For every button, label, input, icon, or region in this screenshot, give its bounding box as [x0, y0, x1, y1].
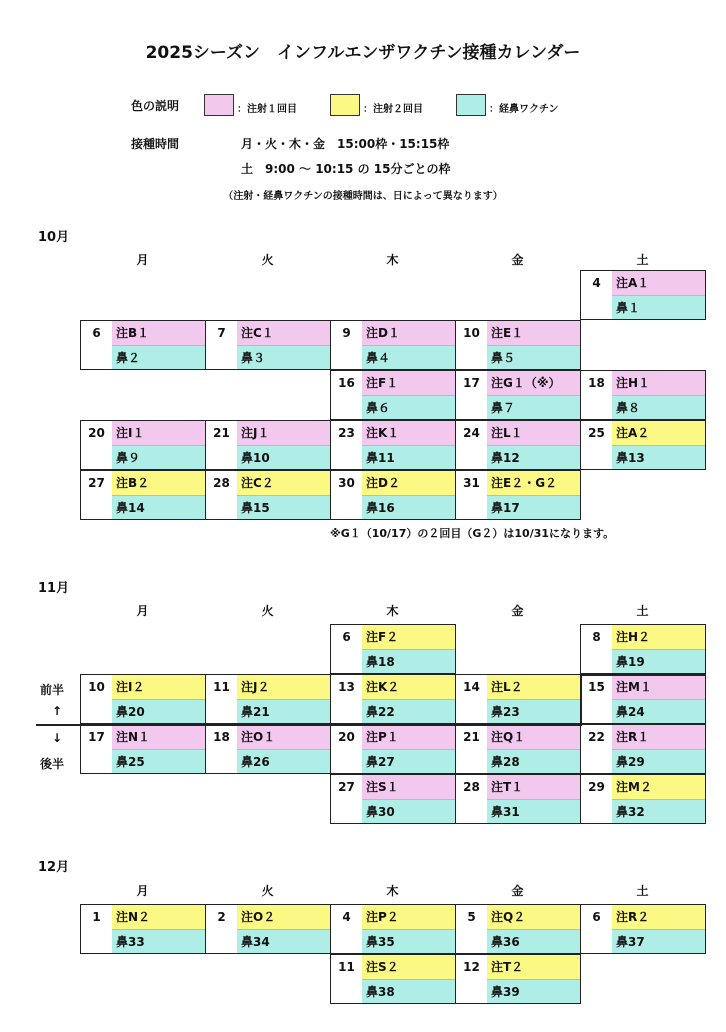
day-number: 24: [463, 426, 480, 440]
calendar-day-cell: [580, 624, 706, 674]
day-number: 6: [92, 326, 101, 340]
injection-slot: 注B１: [112, 321, 205, 345]
calendar-day-cell: [455, 370, 581, 420]
day-number: 30: [338, 476, 355, 490]
injection-slot: 注C１: [237, 321, 330, 345]
nasal-slot: 鼻４: [362, 345, 455, 369]
day-number: 28: [213, 476, 230, 490]
calendar-day-cell: [455, 420, 581, 470]
weekday-header: 火: [261, 884, 274, 898]
calendar-day-cell: [580, 370, 706, 420]
weekday-header: 土: [636, 604, 649, 618]
calendar-day-cell: [580, 904, 706, 954]
down-arrow-icon: ↓: [52, 731, 63, 745]
nasal-slot: 鼻25: [112, 749, 205, 773]
nasal-slot: 鼻30: [362, 799, 455, 823]
injection-slot: 注K１: [362, 421, 455, 445]
first-half-label: 前半: [40, 683, 65, 697]
nasal-slot: 鼻23: [487, 699, 580, 723]
legend-swatch-yellow: [330, 94, 360, 116]
legend-label: 色の説明: [131, 99, 180, 113]
day-number: 4: [342, 910, 351, 924]
calendar-day-cell: [455, 724, 581, 774]
calendar-day-cell: [80, 470, 206, 520]
nasal-slot: 鼻７: [487, 395, 580, 419]
calendar-day-cell: [80, 904, 206, 954]
nasal-slot: 鼻36: [487, 929, 580, 953]
injection-slot: 注R１: [612, 725, 705, 749]
day-number: 11: [338, 960, 355, 974]
calendar-day-cell: [580, 420, 706, 470]
day-number: 21: [213, 426, 230, 440]
day-number: 18: [588, 376, 605, 390]
day-number: 8: [592, 630, 601, 644]
injection-slot: 注I１: [112, 421, 205, 445]
calendar-day-cell: [205, 470, 331, 520]
calendar-day-cell: [330, 470, 456, 520]
calendar-day-cell: [330, 320, 456, 370]
legend-swatch-cyan: [456, 94, 486, 116]
nasal-slot: 鼻35: [362, 929, 455, 953]
day-number: 17: [463, 376, 480, 390]
injection-slot: 注R２: [612, 905, 705, 929]
legend-text-first-dose: ：注射１回目: [237, 104, 297, 115]
day-number: 27: [338, 780, 355, 794]
injection-slot: 注K２: [362, 675, 455, 699]
nasal-slot: 鼻14: [112, 495, 205, 519]
half-divider-step: [580, 674, 582, 726]
day-number: 22: [588, 730, 605, 744]
day-number: 10: [463, 326, 480, 340]
legend-text-second-dose: ：注射２回目: [363, 104, 423, 115]
day-number: 16: [338, 376, 355, 390]
nasal-slot: 鼻２: [112, 345, 205, 369]
day-number: 15: [588, 680, 605, 694]
page-title: 2025シーズン インフルエンザワクチン接種カレンダー: [145, 43, 581, 63]
injection-slot: 注O１: [237, 725, 330, 749]
calendar-day-cell: [80, 724, 206, 774]
nasal-slot: 鼻38: [362, 979, 455, 1003]
injection-slot: 注P１: [362, 725, 455, 749]
nasal-slot: 鼻18: [362, 649, 455, 673]
weekday-header: 火: [261, 604, 274, 618]
injection-slot: 注C２: [237, 471, 330, 495]
day-number: 21: [463, 730, 480, 744]
day-number: 29: [588, 780, 605, 794]
nasal-slot: 鼻34: [237, 929, 330, 953]
nasal-slot: 鼻21: [237, 699, 330, 723]
injection-slot: 注L２: [487, 675, 580, 699]
nasal-slot: 鼻８: [612, 395, 705, 419]
weekday-header: 木: [386, 604, 399, 618]
nasal-slot: 鼻20: [112, 699, 205, 723]
day-number: 6: [592, 910, 601, 924]
schedule-note: （注射・経鼻ワクチンの接種時間は、日によって異なります）: [223, 191, 503, 202]
legend-text-nasal: ：経鼻ワクチン: [489, 104, 559, 115]
injection-slot: 注Q１: [487, 725, 580, 749]
injection-slot: 注Q２: [487, 905, 580, 929]
day-number: 12: [463, 960, 480, 974]
nasal-slot: 鼻22: [362, 699, 455, 723]
month-title-october: 10月: [38, 230, 70, 245]
nasal-slot: 鼻19: [612, 649, 705, 673]
day-number: 10: [88, 680, 105, 694]
day-number: 13: [338, 680, 355, 694]
injection-slot: 注P２: [362, 905, 455, 929]
day-number: 27: [88, 476, 105, 490]
day-number: 4: [592, 276, 601, 290]
day-number: 17: [88, 730, 105, 744]
nasal-slot: 鼻６: [362, 395, 455, 419]
nasal-slot: 鼻12: [487, 445, 580, 469]
nasal-slot: 鼻29: [612, 749, 705, 773]
injection-slot: 注D２: [362, 471, 455, 495]
calendar-day-cell: [455, 320, 581, 370]
calendar-day-cell: [455, 470, 581, 520]
injection-slot: 注F１: [362, 371, 455, 395]
nasal-slot: 鼻11: [362, 445, 455, 469]
calendar-day-cell: [580, 674, 706, 724]
injection-slot: 注J１: [237, 421, 330, 445]
calendar-day-cell: [580, 270, 706, 320]
calendar-day-cell: [205, 674, 331, 724]
injection-slot: 注B２: [112, 471, 205, 495]
injection-slot: 注I２: [112, 675, 205, 699]
nasal-slot: 鼻９: [112, 445, 205, 469]
up-arrow-icon: ↑: [52, 704, 63, 718]
weekday-header: 木: [386, 253, 399, 267]
calendar-day-cell: [330, 724, 456, 774]
october-note: ※G１（10/17）の２回目（G２）は10/31になります。: [330, 527, 615, 540]
nasal-slot: 鼻27: [362, 749, 455, 773]
injection-slot: 注A１: [612, 271, 705, 295]
calendar-day-cell: [205, 420, 331, 470]
weekday-header: 火: [261, 253, 274, 267]
nasal-slot: 鼻32: [612, 799, 705, 823]
injection-slot: 注H１: [612, 371, 705, 395]
injection-slot: 注O２: [237, 905, 330, 929]
calendar-day-cell: [80, 320, 206, 370]
calendar-day-cell: [205, 320, 331, 370]
month-title-november: 11月: [38, 581, 70, 596]
calendar-day-cell: [330, 954, 456, 1004]
schedule-line-weekday: 月・火・木・金 15:00枠・15:15枠: [241, 137, 450, 151]
injection-slot: 注T１: [487, 775, 580, 799]
injection-slot: 注M２: [612, 775, 705, 799]
month-title-december: 12月: [38, 860, 70, 875]
second-half-label: 後半: [40, 757, 65, 771]
weekday-header: 土: [636, 253, 649, 267]
day-number: 18: [213, 730, 230, 744]
injection-slot: 注A２: [612, 421, 705, 445]
day-number: 9: [342, 326, 351, 340]
calendar-day-cell: [580, 774, 706, 824]
injection-slot: 注T２: [487, 955, 580, 979]
injection-slot: 注S１: [362, 775, 455, 799]
day-number: 6: [342, 630, 351, 644]
calendar-day-cell: [330, 624, 456, 674]
nasal-slot: 鼻５: [487, 345, 580, 369]
injection-slot: 注D１: [362, 321, 455, 345]
day-number: 5: [467, 910, 476, 924]
calendar-day-cell: [455, 674, 581, 724]
injection-slot: 注H２: [612, 625, 705, 649]
injection-slot: 注E１: [487, 321, 580, 345]
schedule-label: 接種時間: [131, 137, 180, 151]
nasal-slot: 鼻15: [237, 495, 330, 519]
nasal-slot: 鼻10: [237, 445, 330, 469]
nasal-slot: 鼻26: [237, 749, 330, 773]
calendar-day-cell: [80, 420, 206, 470]
day-number: 2: [217, 910, 226, 924]
nasal-slot: 鼻33: [112, 929, 205, 953]
nasal-slot: 鼻13: [612, 445, 705, 469]
calendar-day-cell: [80, 674, 206, 724]
calendar-day-cell: [205, 904, 331, 954]
nasal-slot: 鼻24: [612, 699, 705, 723]
day-number: 14: [463, 680, 480, 694]
schedule-line-saturday: 土 9:00 ～ 10:15 の 15分ごとの枠: [241, 162, 451, 176]
day-number: 11: [213, 680, 230, 694]
calendar-day-cell: [455, 904, 581, 954]
nasal-slot: 鼻37: [612, 929, 705, 953]
calendar-day-cell: [455, 954, 581, 1004]
injection-slot: 注L１: [487, 421, 580, 445]
calendar-day-cell: [205, 724, 331, 774]
nasal-slot: 鼻39: [487, 979, 580, 1003]
day-number: 31: [463, 476, 480, 490]
injection-slot: 注N２: [112, 905, 205, 929]
calendar-day-cell: [330, 774, 456, 824]
calendar-day-cell: [330, 674, 456, 724]
day-number: 23: [338, 426, 355, 440]
calendar-day-cell: [330, 420, 456, 470]
nasal-slot: 鼻17: [487, 495, 580, 519]
weekday-header: 月: [136, 604, 149, 618]
half-divider-line: [36, 724, 582, 726]
legend-swatch-pink: [204, 94, 234, 116]
weekday-header: 木: [386, 884, 399, 898]
injection-slot: 注N１: [112, 725, 205, 749]
nasal-slot: 鼻１: [612, 295, 705, 319]
weekday-header: 金: [511, 884, 524, 898]
day-number: 28: [463, 780, 480, 794]
weekday-header: 月: [136, 253, 149, 267]
weekday-header: 金: [511, 604, 524, 618]
nasal-slot: 鼻28: [487, 749, 580, 773]
day-number: 20: [88, 426, 105, 440]
injection-slot: 注J２: [237, 675, 330, 699]
calendar-day-cell: [580, 724, 706, 774]
injection-slot: 注E２・G２: [487, 471, 580, 495]
nasal-slot: 鼻16: [362, 495, 455, 519]
nasal-slot: 鼻３: [237, 345, 330, 369]
day-number: 25: [588, 426, 605, 440]
calendar-day-cell: [330, 370, 456, 420]
day-number: 7: [217, 326, 226, 340]
nasal-slot: 鼻31: [487, 799, 580, 823]
weekday-header: 土: [636, 884, 649, 898]
weekday-header: 月: [136, 884, 149, 898]
half-divider-top: [580, 674, 706, 676]
injection-slot: 注G１（※）: [487, 371, 580, 395]
calendar-day-cell: [455, 774, 581, 824]
day-number: 1: [92, 910, 101, 924]
day-number: 20: [338, 730, 355, 744]
injection-slot: 注M１: [612, 675, 705, 699]
injection-slot: 注F２: [362, 625, 455, 649]
injection-slot: 注S２: [362, 955, 455, 979]
calendar-day-cell: [330, 904, 456, 954]
weekday-header: 金: [511, 253, 524, 267]
